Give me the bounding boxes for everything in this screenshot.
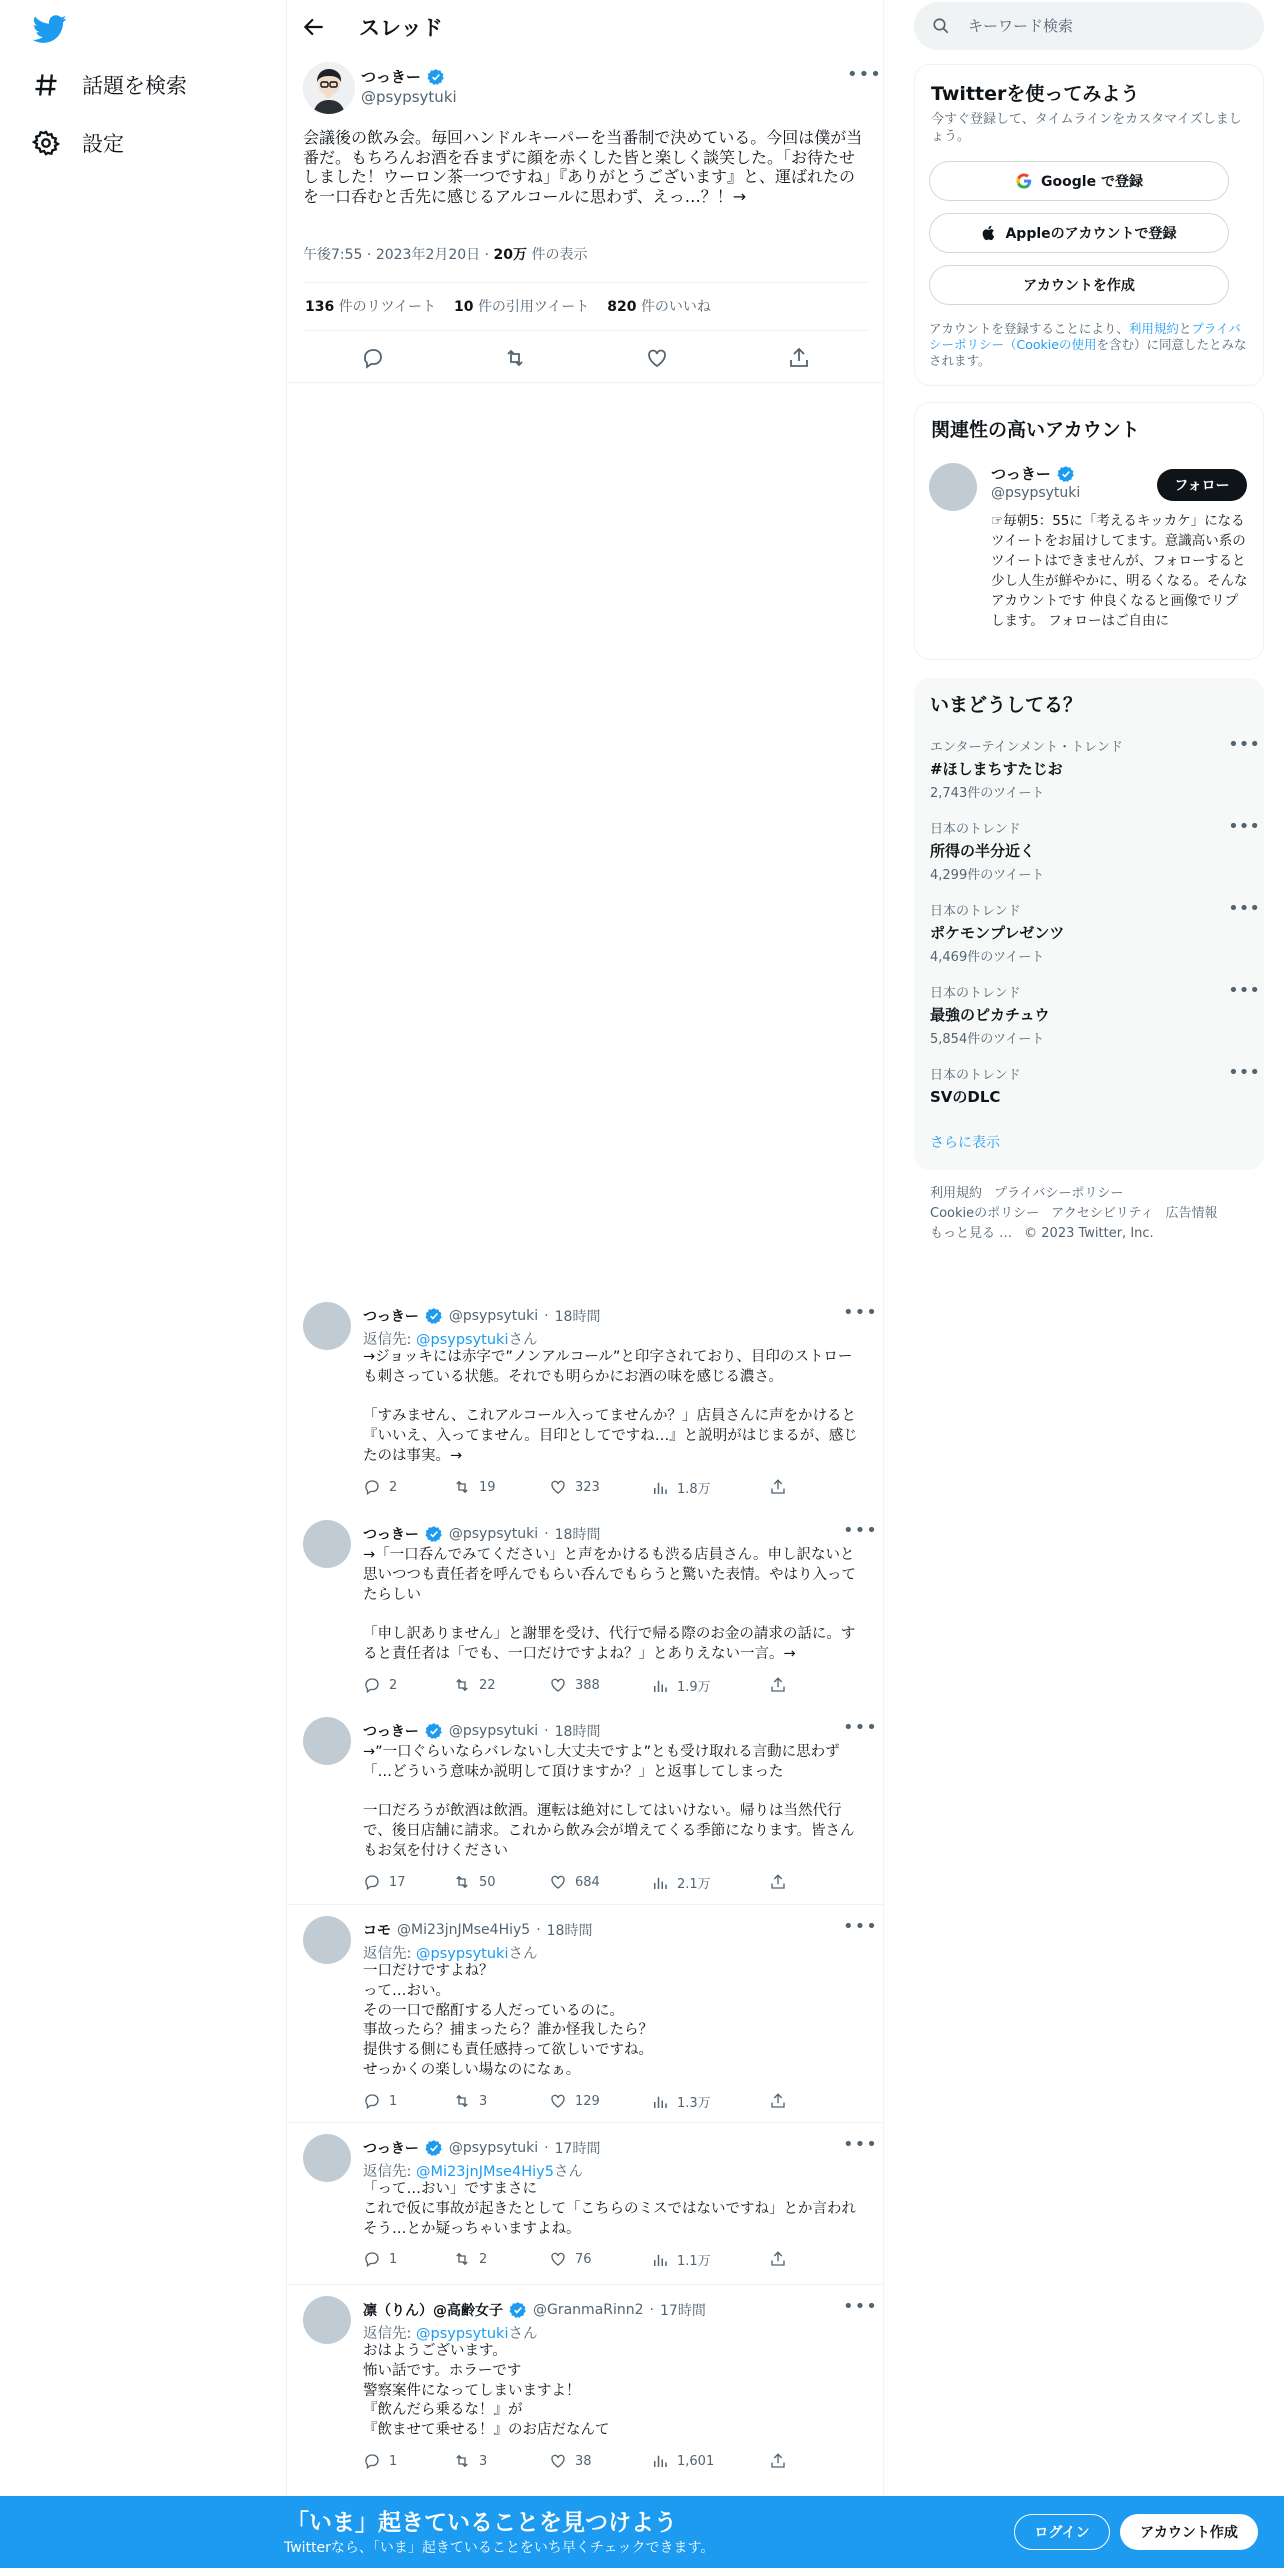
reply-icon <box>363 2092 381 2110</box>
share-button[interactable] <box>769 1478 787 1496</box>
google-signup-label: Google で登録 <box>1041 174 1143 190</box>
avatar-illustration-icon <box>303 62 355 114</box>
more-options-icon[interactable]: ••• <box>843 1520 878 1541</box>
share-icon <box>769 1676 787 1694</box>
author-handle: @psypsytuki <box>448 1526 539 1542</box>
quotes-count: 10 <box>454 299 474 315</box>
footer-link[interactable]: 広告情報 <box>1165 1206 1218 1221</box>
reply-tweet[interactable] <box>287 2134 883 2274</box>
replying-to-link[interactable]: @Mi23jnJMse4Hiy5 <box>416 2164 554 2180</box>
views-count: 20万 <box>493 247 528 263</box>
trend-item[interactable] <box>930 734 1260 801</box>
follow-button[interactable]: フォロー <box>1157 469 1247 501</box>
view-count: 1,601 <box>677 2453 715 2469</box>
retweet-icon <box>453 2092 471 2110</box>
signup-terms <box>929 321 1249 369</box>
related-account-bio: ☞毎朝5：55に「考えるキッカケ」になるツイートをお届けしてます。意識高い系のツイートはできませんが、フォローすると少し人生が鮮やかに、明るくなる。そんなアカウントです 仲良くなると画像でリプします。 フォローはご自由に <box>991 513 1248 629</box>
replying-to <box>363 2322 537 2343</box>
views-button[interactable] <box>651 2092 711 2111</box>
trend-count: 4,469件のツイート <box>930 950 1045 965</box>
share-icon <box>769 2250 787 2268</box>
share-icon[interactable] <box>787 346 811 370</box>
retweet-button[interactable] <box>453 2452 487 2470</box>
divider <box>287 2284 883 2285</box>
divider <box>303 282 869 283</box>
search-input[interactable] <box>968 17 1228 35</box>
author-handle[interactable]: @psypsytuki <box>361 88 457 106</box>
avatar[interactable] <box>929 463 977 511</box>
like-button[interactable] <box>549 1873 600 1891</box>
more-options-icon[interactable]: ••• <box>1228 898 1260 919</box>
reply-icon <box>363 2250 381 2268</box>
footer-link[interactable]: 利用規約 <box>930 1186 983 1201</box>
reply-tweet[interactable] <box>287 1717 883 1897</box>
reply-time[interactable]: 18時間 <box>554 1724 601 1740</box>
reply-time[interactable]: 18時間 <box>554 1309 601 1325</box>
search-box[interactable] <box>914 2 1264 50</box>
avatar[interactable] <box>303 2296 351 2344</box>
like-count: 684 <box>575 1874 600 1890</box>
apple-signup-button[interactable] <box>929 213 1229 253</box>
reply-count: 2 <box>389 1677 398 1693</box>
main-tweet-text: 会議後の飲み会。毎回ハンドルキーパーを当番制で決めている。今回は僕が当番だ。もちろんお酒を呑まずに顔を赤くした皆と楽しく談笑した。「お待たせしました！ウーロン茶一つですね」『ありがとうございます』と、運ばれたのを一口呑むと舌先に感じるアルコールに思わず、えっ…？！→ <box>303 128 863 206</box>
divider <box>303 330 869 331</box>
like-count: 388 <box>575 1677 600 1693</box>
nav-settings-label: 設定 <box>82 132 124 156</box>
reply-text: 「って…おい」ですまさに これで仮に事故が起きたとして「こちらのミスではないですね」とか言われそう…とか疑っちゃいますよね。 <box>363 2181 856 2237</box>
reply-tweet[interactable] <box>287 1916 883 2116</box>
like-count: 76 <box>575 2251 592 2267</box>
share-button[interactable] <box>769 1873 787 1891</box>
share-button[interactable] <box>769 2452 787 2470</box>
views-button[interactable] <box>651 1873 711 1892</box>
like-icon <box>549 2250 567 2268</box>
author-name: つっきー <box>361 68 421 86</box>
verified-badge-icon <box>425 2139 443 2157</box>
retweet-button[interactable] <box>453 1478 496 1496</box>
tweet-time[interactable]: 午後7:55 <box>303 247 363 263</box>
hashtag-icon <box>32 71 60 99</box>
more-options-icon[interactable]: ••• <box>847 64 882 85</box>
main-tweet-handle-row <box>361 88 457 106</box>
signup-button[interactable]: アカウント作成 <box>1120 2514 1258 2550</box>
views-button[interactable] <box>651 1676 711 1695</box>
divider <box>287 2122 883 2123</box>
reply-text: →”一口ぐらいならバレないし大丈夫ですよ”とも受け取れる言動に思わず「…どういう意味か説明して頂けますか？」と返事してしまった 一口だろうが飲酒は飲酒。運転は絶対にしてはいけない。帰りは当然代行で、後日店舗に請求。これから飲み会が増えてくる季節になります。皆さんもお気を付けください <box>363 1744 855 1859</box>
reply-author[interactable] <box>363 2138 600 2158</box>
likes-stat[interactable] <box>607 296 711 316</box>
show-more-link[interactable]: さらに表示 <box>930 1135 1000 1151</box>
footer-links <box>930 1184 1260 1244</box>
footer-link[interactable]: もっと見る … <box>930 1226 1013 1241</box>
verified-badge-icon <box>425 1307 443 1325</box>
author-name: つっきー <box>363 2141 419 2157</box>
reply-author[interactable] <box>363 1524 600 1544</box>
terms-suffix: を含む）に同意したとみなされます。 <box>929 337 1247 368</box>
author-name: つっきー <box>363 1309 419 1325</box>
replying-to <box>363 1942 537 1963</box>
trend-category: エンターテインメント・トレンド <box>930 740 1123 755</box>
like-count: 323 <box>575 1479 600 1495</box>
like-icon <box>549 1478 567 1496</box>
trend-category: 日本のトレンド <box>930 904 1021 919</box>
related-accounts-panel <box>914 402 1264 660</box>
view-count: 1.3万 <box>677 2096 711 2111</box>
divider <box>287 1904 883 1905</box>
like-icon <box>549 1676 567 1694</box>
trend-name: #ほしまちすたじお <box>930 760 1063 778</box>
more-options-icon[interactable]: ••• <box>1228 816 1260 837</box>
cookie-link[interactable]: Cookieの使用 <box>1016 337 1097 352</box>
like-button[interactable] <box>549 2250 592 2268</box>
verified-badge-icon <box>425 1525 443 1543</box>
reply-time[interactable]: 18時間 <box>554 1527 601 1543</box>
trend-item[interactable] <box>930 898 1260 965</box>
reply-actions <box>363 1676 803 1696</box>
like-icon[interactable] <box>645 346 669 370</box>
retweet-button[interactable] <box>453 2250 487 2268</box>
replying-to <box>363 1328 537 1349</box>
view-count: 1.1万 <box>677 2254 711 2269</box>
back-arrow-icon[interactable] <box>301 14 327 40</box>
more-options-icon[interactable]: ••• <box>843 1916 878 1937</box>
reply-count: 1 <box>389 2093 398 2109</box>
more-options-icon[interactable]: ••• <box>843 1302 878 1323</box>
reply-actions <box>363 1478 803 1498</box>
apple-signup-label: Appleのアカウントで登録 <box>1005 226 1177 242</box>
reply-icon <box>363 1478 381 1496</box>
bottom-bar-title: 「いま」起きていることを見つけよう <box>286 2510 677 2536</box>
main-tweet-author[interactable] <box>361 66 445 87</box>
avatar[interactable] <box>303 2134 351 2182</box>
reply-count: 1 <box>389 2453 398 2469</box>
footer-link[interactable]: Cookieのポリシー <box>930 1206 1040 1221</box>
replying-to-prefix: 返信先: <box>363 1946 416 1962</box>
author-handle: @psypsytuki <box>448 1308 539 1324</box>
like-button[interactable] <box>549 1478 600 1496</box>
verified-badge-icon <box>425 1722 443 1740</box>
retweet-count: 22 <box>479 1677 496 1693</box>
reply-icon <box>363 1873 381 1891</box>
bottom-bar-subtitle: Twitterなら、「いま」起きていることをいち早くチェックできます。 <box>284 2540 715 2556</box>
views-chart-icon <box>651 2251 669 2269</box>
retweet-icon <box>453 1478 471 1496</box>
google-icon <box>1015 172 1033 190</box>
retweets-label: 件のリツイート <box>338 299 436 315</box>
terms-link[interactable]: 利用規約 <box>1128 321 1179 336</box>
reply-time[interactable]: 17時間 <box>554 2141 601 2157</box>
more-options-icon[interactable]: ••• <box>1228 734 1260 755</box>
retweet-icon <box>453 1676 471 1694</box>
reply-text: →ジョッキには赤字で”ノンアルコール”と印字されており、目印のストローも刺さっている状態。それでも明らかにお酒の味を感じる濃さ。 「すみません、これアルコール入ってませんか？」店員さんに声をかけると『いいえ、入ってません。目印としてですね…』と説明がはじまるが、感じたのは事実。→ <box>363 1349 858 1464</box>
copyright: © 2023 Twitter, Inc. <box>1024 1226 1154 1241</box>
page-title: スレッド <box>359 16 443 40</box>
reply-icon <box>363 2452 381 2470</box>
related-account-handle-row <box>991 485 1080 501</box>
signup-title: Twitterを使ってみよう <box>931 83 1140 105</box>
retweet-icon <box>453 2250 471 2268</box>
retweet-icon <box>453 2452 471 2470</box>
views-button[interactable] <box>651 2452 714 2470</box>
trend-category: 日本のトレンド <box>930 822 1021 837</box>
trends-panel <box>914 678 1264 1170</box>
signup-panel <box>914 64 1264 386</box>
reply-text: →「一口呑んでみてください」と声をかけるも渋る店員さん。申し訳ないと思いつつも責任者を呼んでもらい呑んでもらうと驚いた表情。やはり入ってたらしい 「申し訳ありません」と謝罪を受け、代行で帰る際のお金の請求の話に。すると責任者は「でも、一口だけですよね？」とありえない一言。→ <box>363 1547 856 1662</box>
reply-time[interactable]: 18時間 <box>546 1923 593 1939</box>
like-icon <box>549 1873 567 1891</box>
main-tweet-actions <box>303 340 869 376</box>
avatar[interactable] <box>303 1916 351 1964</box>
avatar[interactable] <box>303 1302 351 1350</box>
reply-button[interactable] <box>363 2250 397 2268</box>
replying-to-link[interactable]: @psypsytuki <box>416 1946 509 1962</box>
reply-icon[interactable] <box>361 346 385 370</box>
retweet-button[interactable] <box>453 1676 496 1694</box>
reply-button[interactable] <box>363 1873 406 1891</box>
replying-to <box>363 2160 583 2181</box>
reply-icon <box>363 1676 381 1694</box>
like-icon <box>549 2092 567 2110</box>
share-icon <box>769 1873 787 1891</box>
share-icon <box>769 2452 787 2470</box>
verified-badge-icon <box>509 2301 527 2319</box>
apple-icon <box>981 224 997 242</box>
replying-to-prefix: 返信先: <box>363 2164 416 2180</box>
view-count: 1.8万 <box>677 1482 711 1497</box>
views-label: 件の表示 <box>531 247 588 263</box>
trend-item[interactable] <box>930 980 1260 1047</box>
trend-name: 所得の半分近く <box>930 842 1036 860</box>
replying-to-suffix: さん <box>508 1946 538 1962</box>
more-options-icon[interactable]: ••• <box>843 2134 878 2155</box>
thread-header <box>287 0 883 54</box>
trend-name: SVのDLC <box>930 1088 1001 1106</box>
retweet-count: 3 <box>479 2093 488 2109</box>
replying-to-suffix: さん <box>553 2164 583 2180</box>
separator-dot: · <box>544 1308 549 1324</box>
main-column <box>286 0 884 2568</box>
reply-actions <box>363 2250 803 2270</box>
retweet-count: 3 <box>479 2453 488 2469</box>
replying-to-prefix: 返信先: <box>363 2326 416 2342</box>
create-account-label: アカウントを作成 <box>1023 278 1135 294</box>
replying-to-suffix: さん <box>508 1332 538 1348</box>
privacy-link[interactable]: プライバシーポリシー <box>929 321 1241 352</box>
reply-author[interactable] <box>363 1306 600 1326</box>
trend-count: 4,299件のツイート <box>930 868 1045 883</box>
views-button[interactable] <box>651 1478 711 1497</box>
terms-prefix: アカウントを登録することにより、 <box>929 321 1129 336</box>
views-button[interactable] <box>651 2250 711 2269</box>
reply-author[interactable] <box>363 1920 592 1940</box>
twitter-logo-icon[interactable] <box>30 12 70 46</box>
reply-button[interactable] <box>363 2452 397 2470</box>
share-button[interactable] <box>769 2250 787 2268</box>
signup-subtitle: 今すぐ登録して、タイムラインをカスタマイズしましょう。 <box>931 112 1242 144</box>
create-account-button[interactable] <box>929 265 1229 305</box>
author-handle: @GranmaRinn2 <box>533 2302 644 2318</box>
replying-to-suffix: さん <box>508 2326 538 2342</box>
author-handle: @Mi23jnJMse4Hiy5 <box>397 1922 531 1938</box>
reply-text: 一口だけですよね？ って…おい。 その一口で酩酊する人だっているのに。 事故ったら？捕まったら？誰か怪我したら？ 提供する側にも責任感持って欲しいですね。 せっかくの楽しい場なのになぁ。 <box>363 1963 653 2078</box>
author-name: 凛（りん）@高齢女子 <box>363 2303 503 2319</box>
share-button[interactable] <box>769 2092 787 2110</box>
author-name: つっきー <box>363 1724 419 1740</box>
share-icon <box>769 2092 787 2110</box>
trend-count: 2,743件のツイート <box>930 786 1045 801</box>
more-options-icon[interactable]: ••• <box>1228 980 1260 1001</box>
retweet-button[interactable] <box>453 2092 487 2110</box>
trends-title: いまどうしてる？ <box>930 694 1083 716</box>
share-button[interactable] <box>769 1676 787 1694</box>
likes-count: 820 <box>607 299 637 315</box>
gear-icon <box>32 129 60 157</box>
footer-link[interactable]: アクセシビリティ <box>1051 1206 1154 1221</box>
tweet-stats <box>305 296 711 316</box>
author-name: つっきー <box>991 465 1051 483</box>
author-handle: @psypsytuki <box>448 1723 539 1739</box>
reply-tweet[interactable] <box>287 1520 883 1700</box>
avatar[interactable] <box>303 1520 351 1568</box>
views-chart-icon <box>651 2452 669 2470</box>
reply-button[interactable] <box>363 1478 397 1496</box>
view-count: 1.9万 <box>677 1680 711 1695</box>
retweet-count: 2 <box>479 2251 488 2267</box>
google-signup-button[interactable] <box>929 161 1229 201</box>
retweet-button[interactable] <box>453 1873 496 1891</box>
avatar[interactable] <box>303 1717 351 1765</box>
like-count: 129 <box>575 2093 600 2109</box>
views-chart-icon <box>651 2093 669 2111</box>
nav-explore-label: 話題を検索 <box>82 74 187 98</box>
retweets-count: 136 <box>305 299 335 315</box>
trend-count: 5,854件のツイート <box>930 1032 1045 1047</box>
like-icon <box>549 2452 567 2470</box>
replying-to-link[interactable]: @psypsytuki <box>416 1332 509 1348</box>
reply-text: おはようございます。 怖い話です。ホラーです 警察案件になってしまいますよ！ 『飲んだら乗るな！』が 『飲ませて乗せる！』のお店だなんて <box>363 2343 610 2439</box>
tweet-date[interactable]: 2023年2月20日 <box>375 247 481 263</box>
like-count: 38 <box>575 2453 592 2469</box>
separator-dot: · <box>544 1526 549 1542</box>
retweet-icon[interactable] <box>503 346 527 370</box>
divider <box>287 382 883 383</box>
reply-author[interactable] <box>363 2300 706 2320</box>
trend-name: 最強のピカチュウ <box>930 1006 1050 1024</box>
like-button[interactable] <box>549 2452 592 2470</box>
more-options-icon[interactable]: ••• <box>1228 1062 1260 1083</box>
views-chart-icon <box>651 1874 669 1892</box>
trend-category: 日本のトレンド <box>930 986 1021 1001</box>
quotes-stat[interactable] <box>454 296 589 316</box>
replying-to-prefix: 返信先: <box>363 1332 416 1348</box>
trend-name: ポケモンプレゼンツ <box>930 924 1065 942</box>
author-handle: @psypsytuki <box>448 2140 539 2156</box>
share-icon <box>769 1478 787 1496</box>
reply-author[interactable] <box>363 1721 600 1741</box>
verified-badge-icon <box>1057 465 1075 483</box>
reply-count: 1 <box>389 2251 398 2267</box>
terms-and: と <box>1178 321 1192 336</box>
quotes-label: 件の引用ツイート <box>477 299 590 315</box>
separator-dot: · <box>649 2302 654 2318</box>
retweet-count: 19 <box>479 1479 496 1495</box>
trend-item[interactable] <box>930 816 1260 883</box>
views-chart-icon <box>651 1479 669 1497</box>
search-icon <box>932 17 950 35</box>
view-count: 2.1万 <box>677 1877 711 1892</box>
reply-button[interactable] <box>363 2092 397 2110</box>
reply-count: 17 <box>389 1874 406 1890</box>
footer-link[interactable]: プライバシーポリシー <box>994 1186 1124 1201</box>
login-button[interactable]: ログイン <box>1014 2514 1110 2550</box>
more-options-icon[interactable]: ••• <box>843 1717 878 1738</box>
trend-category: 日本のトレンド <box>930 1068 1021 1083</box>
reply-time[interactable]: 17時間 <box>660 2303 706 2319</box>
reply-actions <box>363 2452 803 2472</box>
replying-to-link[interactable]: @psypsytuki <box>416 2326 509 2342</box>
retweets-stat[interactable] <box>305 296 436 316</box>
avatar[interactable] <box>303 62 355 114</box>
related-title: 関連性の高いアカウント <box>931 419 1140 441</box>
tweet-meta: 午後7:55 · 2023年2月20日 · 20万 件の表示 <box>303 247 588 263</box>
reply-tweet[interactable] <box>287 1302 883 1502</box>
trend-item[interactable] <box>930 1062 1260 1107</box>
reply-actions <box>363 1873 803 1893</box>
related-account-name[interactable] <box>991 463 1075 484</box>
like-button[interactable] <box>549 2092 600 2110</box>
nav-settings[interactable] <box>32 128 124 158</box>
verified-badge-icon <box>427 68 445 86</box>
nav-explore[interactable] <box>32 70 187 100</box>
reply-button[interactable] <box>363 1676 397 1694</box>
bottom-signup-bar <box>0 2496 1284 2568</box>
separator-dot: · <box>544 1723 549 1739</box>
retweet-icon <box>453 1873 471 1891</box>
reply-actions <box>363 2092 803 2112</box>
more-options-icon[interactable]: ••• <box>843 2296 878 2317</box>
reply-tweet[interactable] <box>287 2296 883 2486</box>
like-button[interactable] <box>549 1676 600 1694</box>
separator-dot: · <box>536 1922 541 1938</box>
author-handle: @psypsytuki <box>991 485 1081 501</box>
views-chart-icon <box>651 1677 669 1695</box>
retweet-count: 50 <box>479 1874 496 1890</box>
author-name: つっきー <box>363 1527 419 1543</box>
separator-dot: · <box>544 2140 549 2156</box>
likes-label: 件のいいね <box>640 299 711 315</box>
author-name: コモ <box>363 1923 391 1939</box>
paren-open: （ <box>1004 337 1017 352</box>
reply-count: 2 <box>389 1479 398 1495</box>
